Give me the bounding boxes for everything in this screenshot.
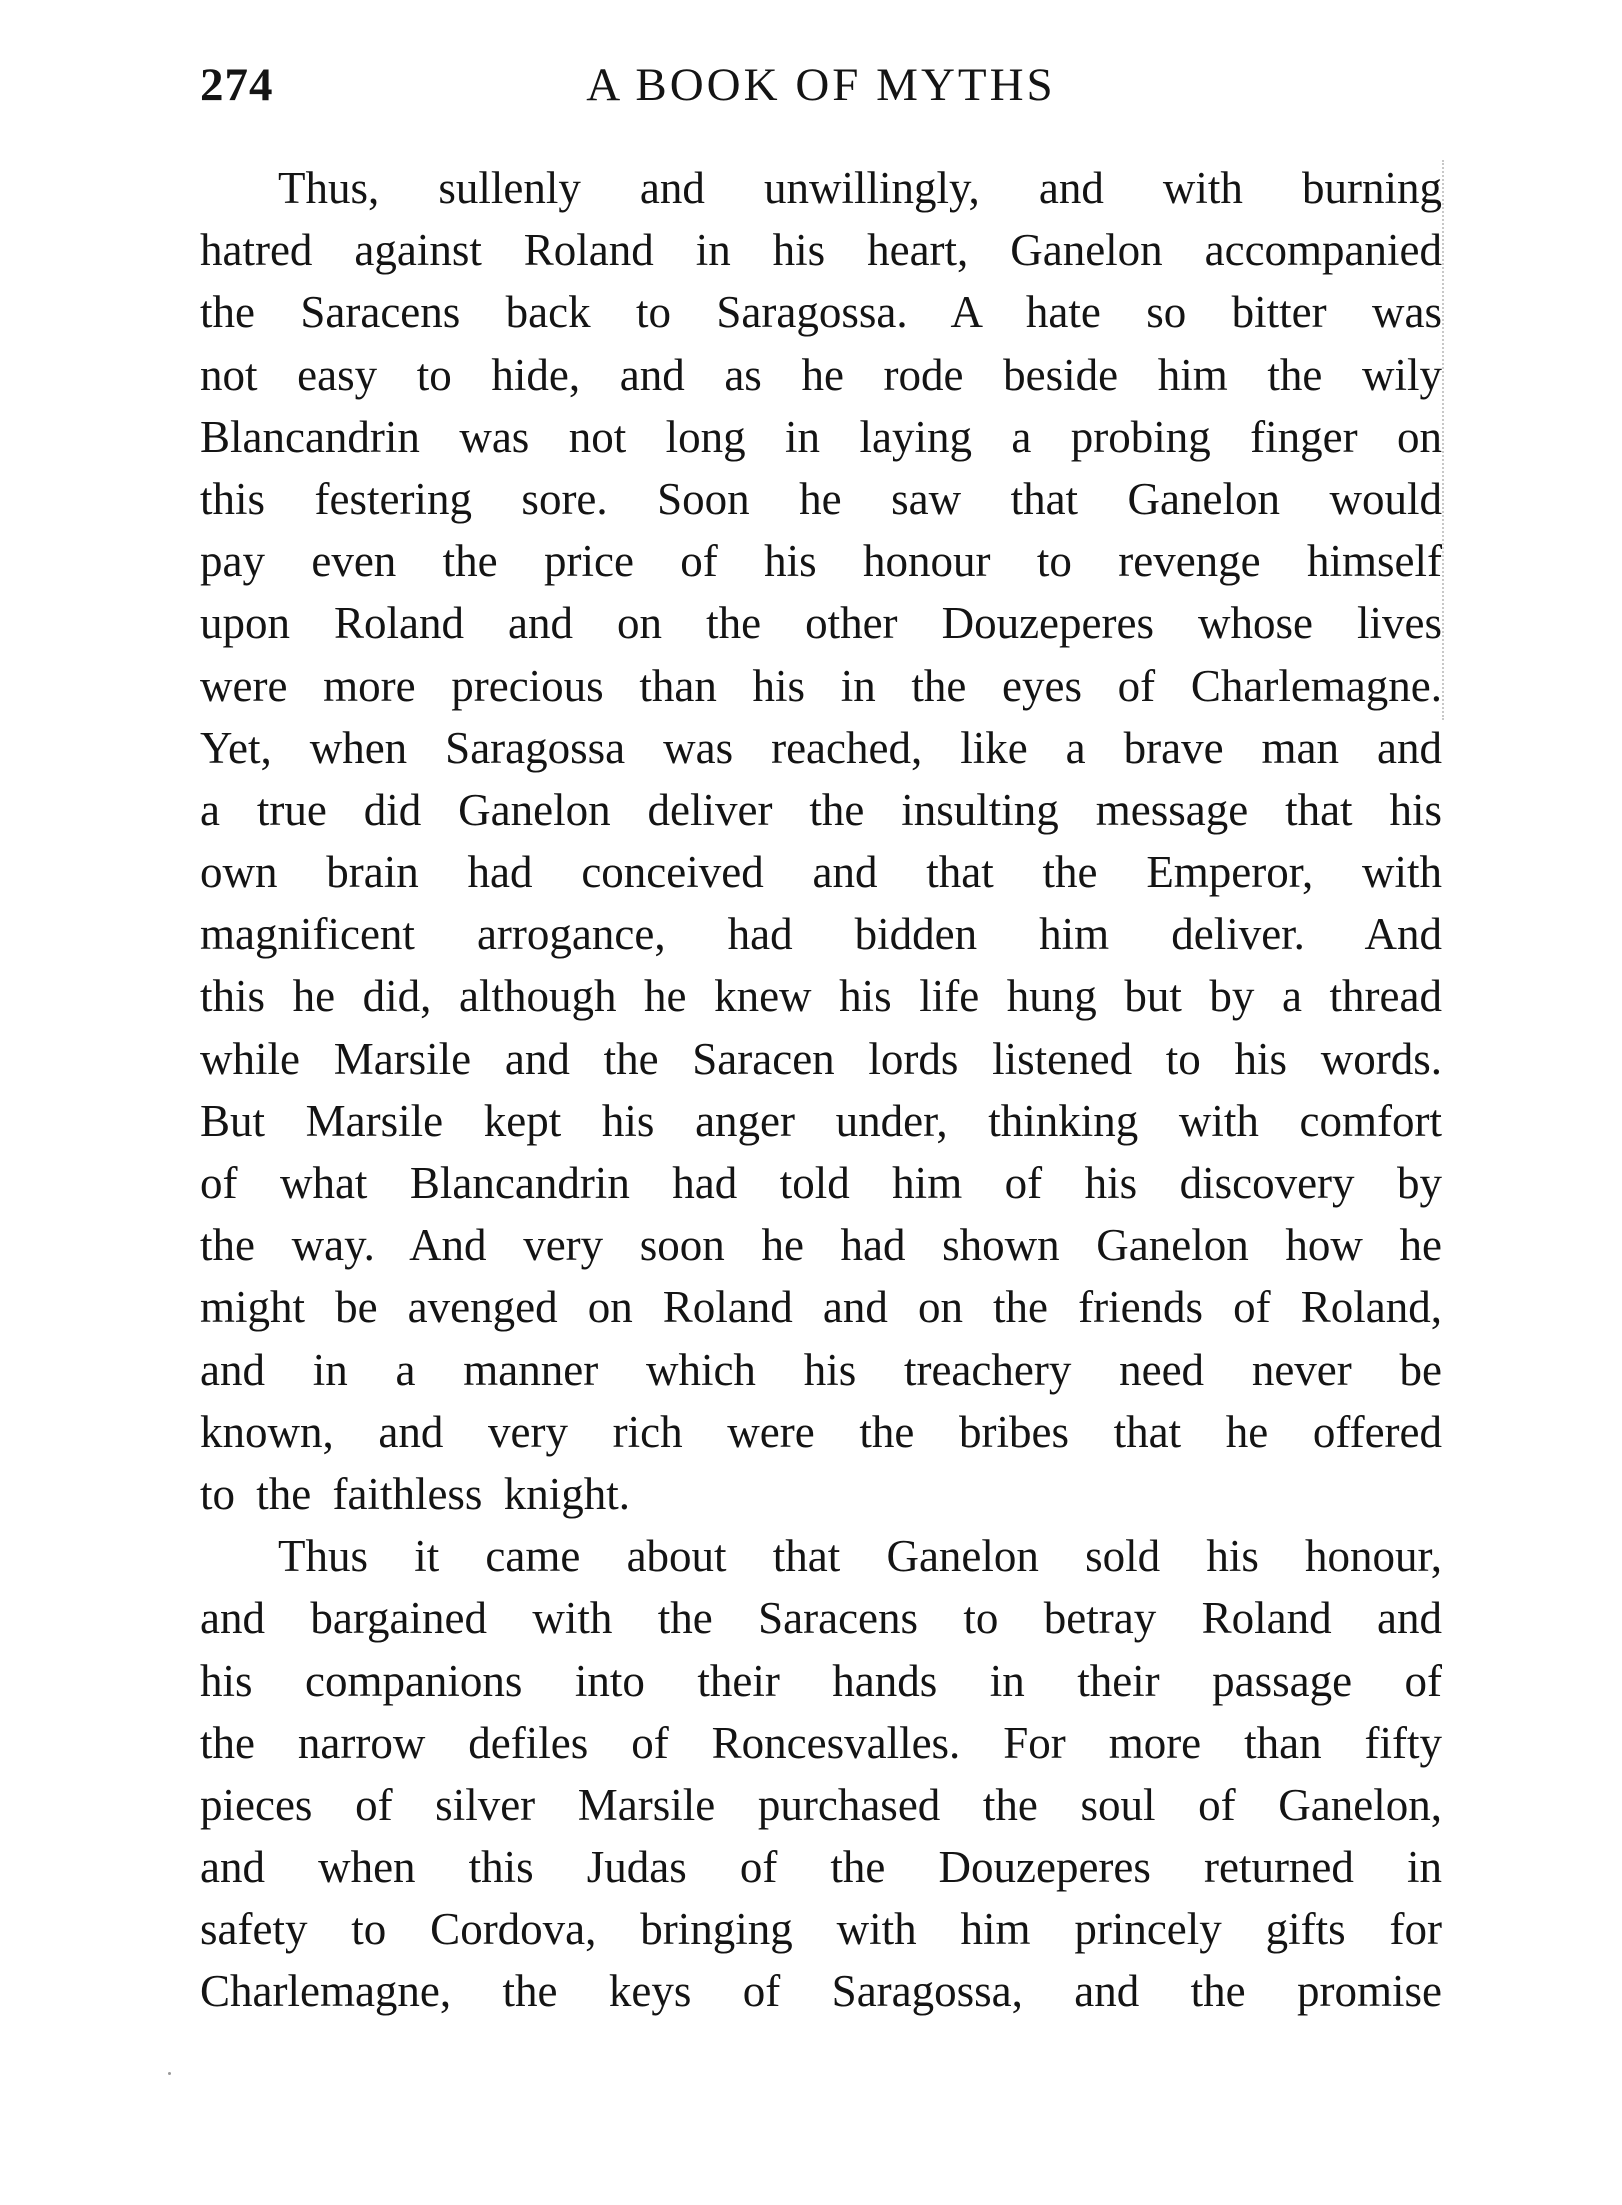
text-line: pay even the price of his honour to revenge himself [200, 536, 1442, 587]
text-line: his companions into their hands in their passage of [200, 1655, 1442, 1706]
text-line: this he did, although he knew his life hung but by a thread [200, 971, 1442, 1022]
text-line: not easy to hide, and as he rode beside him the wily [200, 349, 1442, 400]
text-line: known, and very rich were the bribes that he offered [200, 1406, 1442, 1457]
text-line: Charlemagne, the keys of Saragossa, and the promise [200, 1966, 1442, 2017]
text-line: Thus, sullenly and unwillingly, and with burning [278, 163, 1442, 213]
text-line: safety to Cordova, bringing with him princely gifts for [200, 1904, 1442, 1955]
text-line: while Marsile and the Saracen lords listened to his words. [200, 1033, 1442, 1084]
text-line: a true did Ganelon deliver the insulting message that his [200, 784, 1442, 835]
text-line: Blancandrin was not long in laying a probing finger on [200, 411, 1442, 462]
text-line: Yet, when Saragossa was reached, like a brave man and [200, 722, 1442, 773]
text-line: might be avenged on Roland and on the friends of Roland, [200, 1282, 1442, 1333]
text-line: this festering sore. Soon he saw that Ganelon would [200, 473, 1442, 524]
text-line: upon Roland and on the other Douzeperes whose lives [200, 598, 1442, 649]
text-line: But Marsile kept his anger under, thinking with comfort [200, 1095, 1442, 1146]
text-line: and when this Judas of the Douzeperes returned in [200, 1842, 1442, 1893]
running-head: A BOOK OF MYTHS [586, 59, 1056, 111]
text-line: pieces of silver Marsile purchased the soul of Ganelon, [200, 1779, 1442, 1830]
text-line: Thus it came about that Ganelon sold his honour, [278, 1531, 1442, 1582]
paragraph-1 [200, 157, 1442, 1525]
text-line: to the faithless knight. [200, 1468, 630, 1519]
page-edge-shadow [1440, 160, 1444, 720]
text-line: the narrow defiles of Roncesvalles. For more than fifty [200, 1717, 1442, 1768]
body-text [200, 157, 1442, 2023]
text-line: magnificent arrogance, had bidden him deliver. And [200, 909, 1442, 960]
text-line: and in a manner which his treachery need never be [200, 1344, 1442, 1395]
text-line: the Saracens back to Saragossa. A hate so bitter was [200, 287, 1442, 338]
text-line: of what Blancandrin had told him of his discovery by [200, 1158, 1442, 1208]
page-header [200, 58, 1442, 128]
text-line: own brain had conceived and that the Emperor, with [200, 847, 1442, 898]
text-line: and bargained with the Saracens to betray Roland and [200, 1593, 1442, 1644]
text-line: the way. And very soon he had shown Ganelon how he [200, 1220, 1442, 1271]
paragraph-2 [200, 1525, 1442, 2023]
text-line: were more precious than his in the eyes of Charlemagne. [200, 660, 1442, 711]
scan-speck [168, 2072, 171, 2075]
page-number: 274 [200, 59, 274, 111]
text-line: hatred against Roland in his heart, Ganelon accompanied [200, 225, 1442, 276]
